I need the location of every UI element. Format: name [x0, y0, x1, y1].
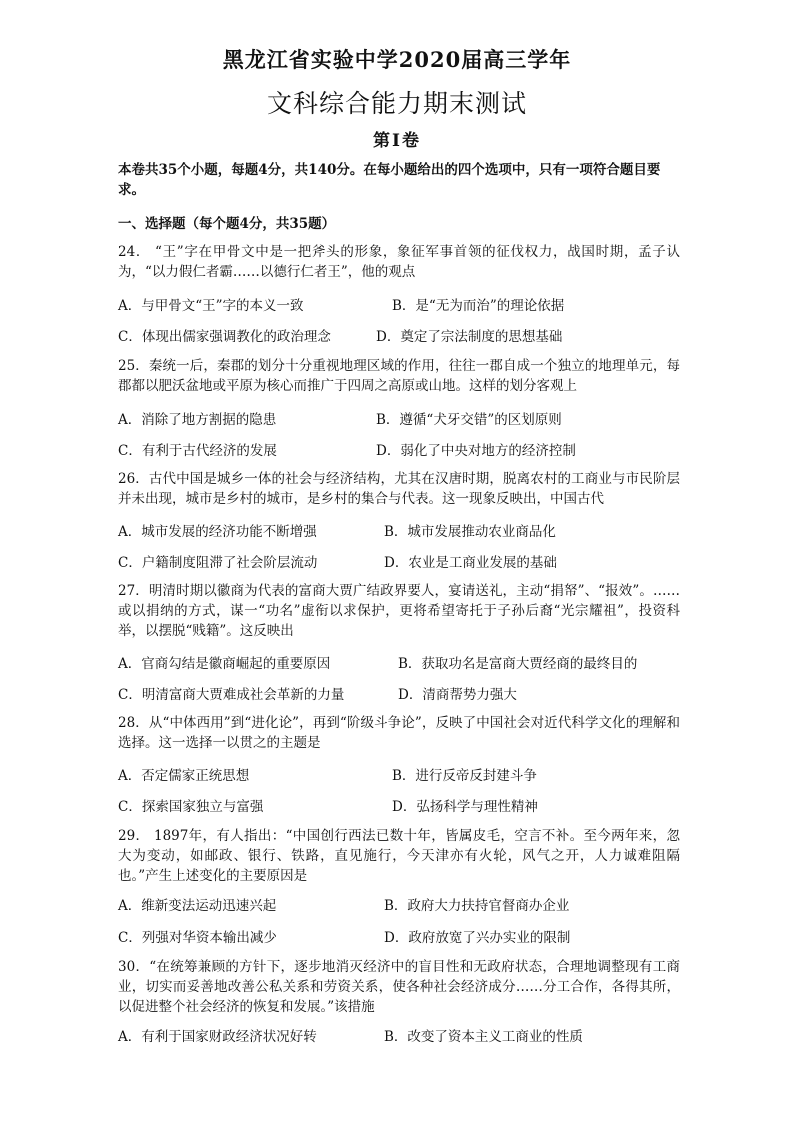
question-28-option-c: C．探索国家独立与富强: [118, 799, 264, 815]
question-27-option-b: B．获取功名是富商大贾经商的最终目的: [398, 656, 638, 672]
question-29-option-a: A．维新变法运动迅速兴起: [118, 898, 277, 914]
question-27-option-d: D．清商帮势力强大: [398, 687, 517, 703]
question-30-option-a: A．有利于国家财政经济状况好转: [118, 1029, 317, 1045]
question-28-option-d: D．弘扬科学与理性精神: [392, 799, 538, 815]
question-24-option-b: B．是“无为而治”的理论依据: [392, 298, 565, 314]
question-29-option-c: C．列强对华资本输出减少: [118, 930, 277, 946]
question-25-option-c: C．有利于古代经济的发展: [118, 443, 277, 459]
question-27-option-a: A．官商勾结是徽商崛起的重要原因: [118, 656, 331, 672]
question-25-option-a: A．消除了地方割据的隐患: [118, 412, 277, 428]
question-30-option-b: B．改变了资本主义工商业的性质: [384, 1029, 583, 1045]
question-24-option-c: C．体现出儒家强调教化的政治理念: [118, 329, 331, 345]
question-26-stem: 26．古代中国是城乡一体的社会与经济结构，尤其在汉唐时期，脱离农村的工商业与市民阶层并未出现，城市是乡村的城市，是乡村的集合与代表。这一现象反映出，中国古代: [118, 471, 680, 507]
part-heading: 第Ⅰ卷: [373, 131, 421, 151]
question-28-stem: 28．从“中体西用”到“进化论”，再到“阶级斗争论”，反映了中国社会对近代科学文化的理解和选择。这一选择一以贯之的主题是: [118, 715, 680, 751]
question-29-option-b: B．政府大力扶持官督商办企业: [384, 898, 570, 914]
question-25-option-b: B．遵循“犬牙交错”的区划原则: [376, 412, 562, 428]
instructions: 本卷共35个小题，每题4分，共140分。在每小题给出的四个选项中，只有一项符合题目要求。: [118, 162, 661, 198]
question-24-stem: 24． “王”字在甲骨文中是一把斧头的形象，象征军事首领的征伐权力，战国时期，孟子认为，“以力假仁者霸……以德行仁者王”，他的观点: [118, 244, 680, 280]
question-29-stem: 29． 1897年，有人指出：“中国创行西法已数十年，皆属皮毛，空言不补。至今两年来，忽大为变动，如邮政、银行、铁路，直见施行，今天津亦有火轮，风气之开，人力诚难阻隔也。”产生上述变化的主要原因是: [118, 828, 680, 884]
question-28-option-a: A．否定儒家正统思想: [118, 768, 250, 784]
exam-subtitle: 文科综合能力期末测试: [266, 89, 527, 118]
section-heading: 一、选择题（每个题4分，共35题）: [118, 216, 336, 232]
question-27-option-c: C．明清富商大贾难成社会革新的力量: [118, 687, 345, 703]
question-26-option-d: D．农业是工商业发展的基础: [384, 555, 557, 571]
question-29-option-d: D．政府放宽了兴办实业的限制: [384, 930, 571, 946]
question-25-option-d: D．弱化了中央对地方的经济控制: [376, 443, 576, 459]
question-26-option-b: B．城市发展推动农业商品化: [384, 524, 556, 540]
question-26-option-c: C．户籍制度阻滞了社会阶层流动: [118, 555, 318, 571]
question-26-option-a: A．城市发展的经济功能不断增强: [118, 524, 317, 540]
question-27-stem: 27．明清时期以徽商为代表的富商大贾广结政界要人，宴请送礼，主动“捐帑”、“报效”。……或以捐纳的方式，谋一“功名”虚衔以求保护，更将希望寄托于子孙后裔“光宗耀祖”，投资科举，以摆脱“贱籍”。这反映出: [118, 583, 680, 639]
question-24-option-a: A．与甲骨文“王”字的本义一致: [118, 298, 304, 314]
exam-school-title: 黑龙江省实验中学2020届高三学年: [222, 47, 572, 72]
question-28-option-b: B．进行反帝反封建斗争: [392, 768, 537, 784]
question-24-option-d: D．奠定了宗法制度的思想基础: [376, 329, 563, 345]
question-25-stem: 25．秦统一后，秦郡的划分十分重视地理区域的作用，往往一郡自成一个独立的地理单元，每郡都以肥沃盆地或平原为核心而推广于四周之高原或山地。这样的划分客观上: [118, 358, 680, 394]
question-30-stem: 30．“在统筹兼顾的方针下，逐步地消灭经济中的盲目性和无政府状态，合理地调整现有工商业，切实而妥善地改善公私关系和劳资关系，使各种社会经济成分……分工合作，各得其所，以促进整个社会经济的恢复和发展。”该措施: [118, 959, 680, 1015]
